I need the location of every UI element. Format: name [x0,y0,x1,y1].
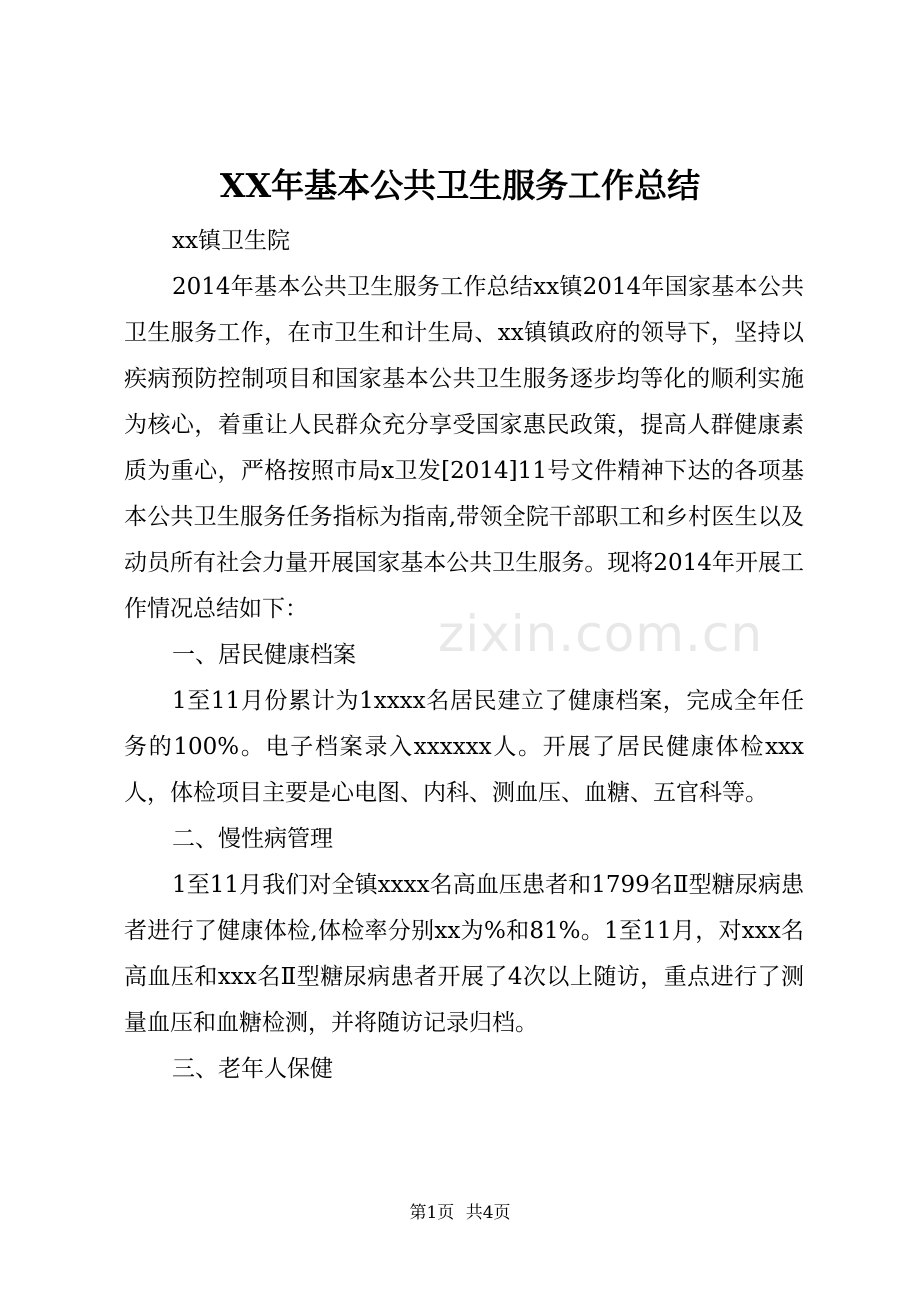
section-heading-elderly: 三、老年人保健 [172,1056,333,1082]
document-body [124,218,804,1092]
page-footer [0,1201,920,1225]
watermark-text: zixin.com.cn [438,605,764,663]
page-number: 第1页 [409,1203,455,1223]
page-total: 共4页 [465,1203,511,1223]
section-heading-records: 一、居民健康档案 [172,642,356,668]
section-text-chronic: 1至11月我们对全镇xxxx名高血压患者和1799名Ⅱ型糖尿病患者进行了健康体检,体检率分别xx为%和81%。1至11月，对xxx名高血压和xxx名Ⅱ型糖尿病患者开展了4次以上随访，重点进行了测量血压和血糖检测，并将随访记录归档。 [124,872,804,1036]
section-text-records: 1至11月份累计为1xxxx名居民建立了健康档案，完成全年任务的100%。电子档案录入xxxxxx人。开展了居民健康体检xxx人，体检项目主要是心电图、内科、测血压、血糖、五官科等。 [124,688,804,806]
section-heading-chronic: 二、慢性病管理 [172,826,333,852]
intro-paragraph: 2014年基本公共卫生服务工作总结xx镇2014年国家基本公共卫生服务工作，在市卫生和计生局、xx镇镇政府的领导下，坚持以疾病预防控制项目和国家基本公共卫生服务逐步均等化的顺利实施为核心，着重让人民群众充分享受国家惠民政策，提高人群健康素质为重心，严格按照市局x卫发[2014]11号文件精神下达的各项基本公共卫生服务任务指标为指南,带领全院干部职工和乡村医生以及动员所有社会力量开展国家基本公共卫生服务。现将2014年开展工作情况总结如下： [124,274,804,622]
organization-name: xx镇卫生院 [172,228,290,254]
document-title: XX年基本公共卫生服务工作总结 [219,166,701,205]
